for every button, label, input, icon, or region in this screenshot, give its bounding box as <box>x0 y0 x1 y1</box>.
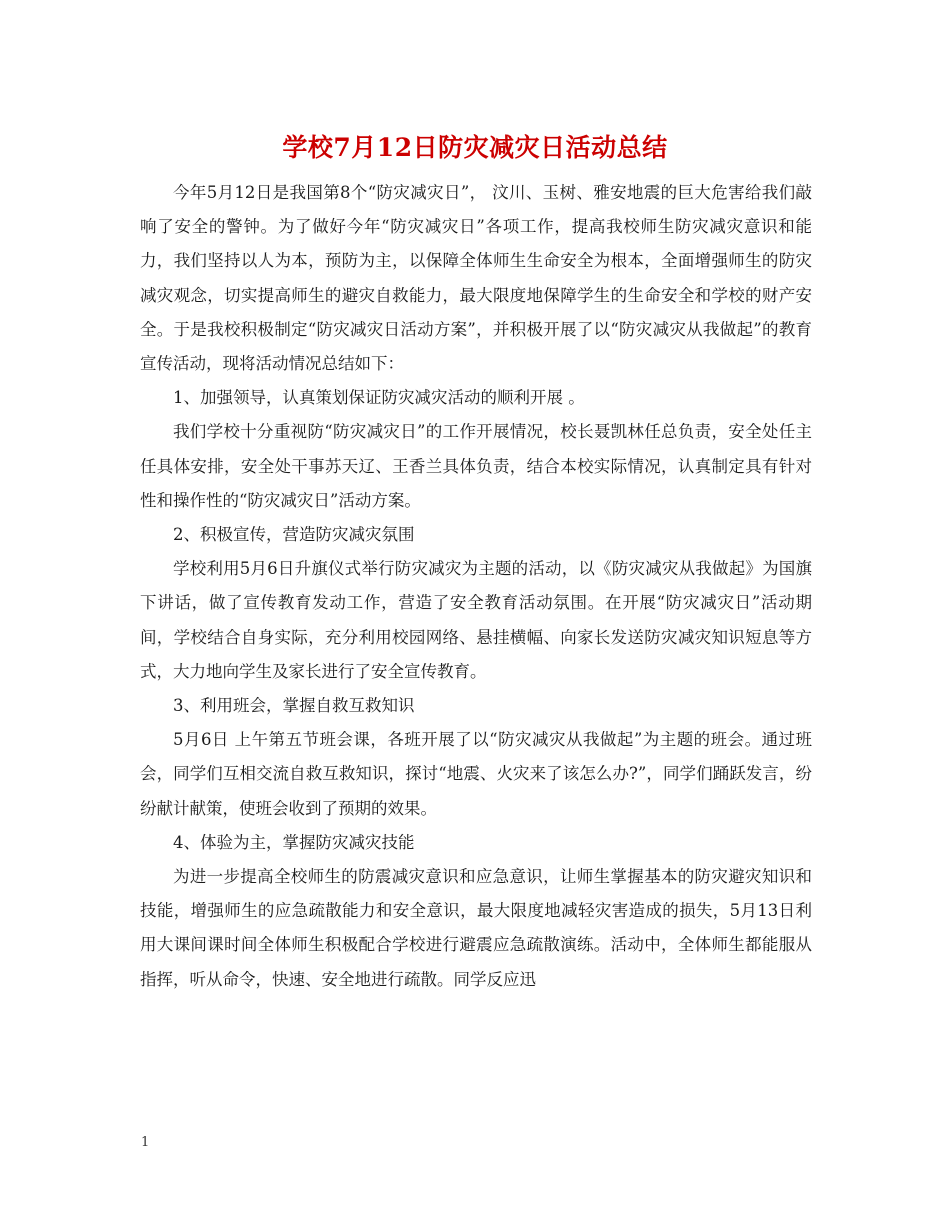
section-body-2: 学校利用5月6日升旗仪式举行防灾减灾为主题的活动，以《防灾减灾从我做起》为国旗下讲话，做了宣传教育发动工作，营造了安全教育活动氛围。在开展“防灾减灾日”活动期间，学校结合自身实际，充分利用校园网络、悬挂横幅、向家长发送防灾减灾知识短息等方式，大力地向学生及家长进行了安全宣传教育。 <box>140 559 812 681</box>
section-heading-3: 3、利用班会，掌握自救互救知识 <box>173 696 415 716</box>
intro-paragraph: 今年5月12日是我国第8个“防灾减灾日”， 汶川、玉树、雅安地震的巨大危害给我们敲响了安全的警钟。为了做好今年“防灾减灾日”各项工作，提高我校师生防灾减灾意识和能力，我们坚持以人为本，预防为主，以保障全体师生生命安全为根本，全面增强师生的防灾减灾观念，切实提高师生的避灾自救能力，最大限度地保障学生的生命安全和学校的财产安全。于是我校积极制定“防灾减灾日活动方案”，并积极开展了以“防灾减灾从我做起”的教育宣传活动，现将活动情况总结如下： <box>140 183 812 374</box>
section-body-4: 为进一步提高全校师生的防震减灾意识和应急意识，让师生掌握基本的防灾避灾知识和技能，增强师生的应急疏散能力和安全意识，最大限度地减轻灾害造成的损失，5月13日利用大课间课时间全体师生积极配合学校进行避震应急疏散演练。活动中，全体师生都能服从指挥，听从命令，快速、安全地进行疏散。同学反应迅 <box>140 867 812 989</box>
section-body-3: 5月6日 上午第五节班会课，各班开展了以“防灾减灾从我做起”为主题的班会。通过班会，同学们互相交流自救互救知识，探讨“地震、火灾来了该怎么办?”，同学们踊跃发言，纷纷献计献策，使班会收到了预期的效果。 <box>140 730 812 818</box>
section-body-1: 我们学校十分重视防“防灾减灾日”的工作开展情况，校长聂凯林任总负责，安全处任主任具体安排，安全处干事苏天辽、王香兰具体负责，结合本校实际情况，认真制定具有针对性和操作性的“防灾减灾日”活动方案。 <box>140 422 812 510</box>
page-number: 1 <box>141 1135 150 1150</box>
section-heading-2: 2、积极宣传，营造防灾减灾氛围 <box>173 525 415 545</box>
document-title: 学校7月12日防灾减灾日活动总结 <box>282 133 668 162</box>
section-heading-4: 4、体验为主，掌握防灾减灾技能 <box>173 832 415 852</box>
section-heading-1: 1、加强领导，认真策划保证防灾减灾活动的顺利开展 。 <box>173 388 585 408</box>
document-body <box>140 176 812 997</box>
